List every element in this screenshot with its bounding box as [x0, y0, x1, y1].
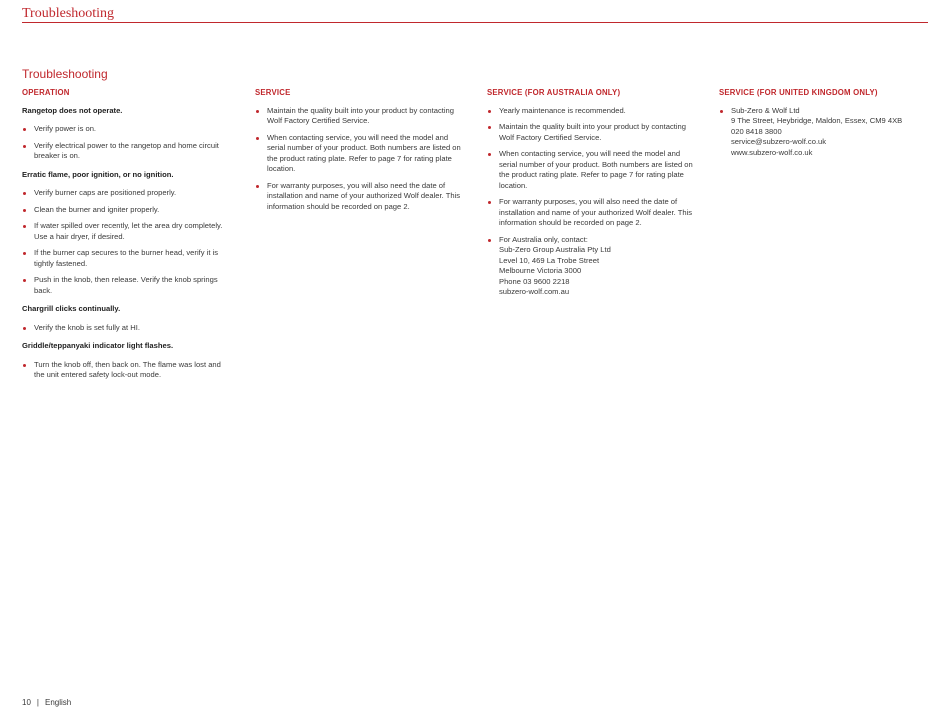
- service-uk-column: [719, 88, 929, 164]
- list-item: If the burner cap secures to the burner head, verify it is tightly fastened.: [22, 248, 232, 269]
- list-item: Yearly maintenance is recommended.: [487, 106, 697, 117]
- contact-city-line: Melbourne Victoria 3000: [499, 266, 582, 275]
- list-item: For warranty purposes, you will also need the date of installation and name of your authorized Wolf dealer. This information should be recorded on page 2.: [255, 181, 465, 213]
- list-item: For warranty purposes, you will also need the date of installation and name of your authorized Wolf dealer. This information should be recorded on page 2.: [487, 197, 697, 229]
- contact-intro: For Australia only, contact:: [499, 234, 588, 244]
- list-item: Verify electrical power to the rangetop and home circuit breaker is on.: [22, 141, 232, 162]
- list-item: Verify the knob is set fully at HI.: [22, 323, 232, 334]
- page-number: 10: [22, 698, 31, 707]
- contact-phone: 020 8418 3800: [731, 126, 782, 136]
- uk-contact-item: [719, 106, 929, 159]
- list-item: Push in the knob, then release. Verify the knob springs back.: [22, 275, 232, 296]
- operation-heading: OPERATION: [22, 88, 70, 97]
- service-uk-list: [719, 106, 929, 159]
- contact-website: www.subzero-wolf.co.uk: [731, 147, 813, 157]
- issue-group: [22, 106, 232, 162]
- issue-list: [22, 188, 232, 296]
- issue-list: [22, 323, 232, 334]
- list-item: Clean the burner and igniter properly.: [22, 205, 232, 216]
- list-item: Verify power is on.: [22, 124, 232, 135]
- footer-language: English: [44, 698, 72, 707]
- section-title: Troubleshooting: [22, 67, 108, 81]
- issue-title: Chargrill clicks continually.: [22, 304, 121, 313]
- contact-company: Sub-Zero & Wolf Ltd: [731, 105, 800, 115]
- contact-email: service@subzero-wolf.co.uk: [731, 137, 827, 146]
- list-item: Verify burner caps are positioned properly.: [22, 188, 232, 199]
- page-header-title: Troubleshooting: [22, 6, 115, 21]
- service-uk-heading: SERVICE (FOR UNITED KINGDOM ONLY): [719, 88, 878, 97]
- list-item: Maintain the quality built into your product by contacting Wolf Factory Certified Service.: [487, 122, 697, 143]
- issue-group: [22, 341, 232, 381]
- service-column: [255, 88, 465, 218]
- service-australia-heading: SERVICE (FOR AUSTRALIA ONLY): [487, 88, 621, 97]
- contact-phone: Phone 03 9600 2218: [499, 276, 570, 286]
- contact-address-line: Level 10, 469 La Trobe Street: [499, 255, 600, 265]
- service-list: [255, 106, 465, 213]
- contact-company: Sub-Zero Group Australia Pty Ltd: [499, 245, 611, 254]
- list-item: When contacting service, you will need the model and serial number of your product. Both numbers are listed on the product rating plate. Refer to page 7 for rating plate location.: [255, 133, 465, 175]
- page-footer: [22, 698, 71, 707]
- service-heading: SERVICE: [255, 88, 291, 97]
- contact-address-line: 9 The Street, Heybridge, Maldon, Essex, CM9 4XB: [731, 116, 903, 125]
- header-divider: [22, 22, 928, 23]
- issue-title: Erratic flame, poor ignition, or no ignition.: [22, 169, 174, 179]
- service-australia-list: [487, 106, 697, 298]
- list-item: Maintain the quality built into your product by contacting Wolf Factory Certified Service.: [255, 106, 465, 127]
- issue-title: Griddle/teppanyaki indicator light flashes.: [22, 341, 174, 350]
- list-item: When contacting service, you will need the model and serial number of your product. Both numbers are listed on the product rating plate. Refer to page 7 for rating plate location.: [487, 149, 697, 191]
- issue-list: [22, 360, 232, 381]
- contact-website: subzero-wolf.com.au: [499, 287, 570, 296]
- issue-title: Rangetop does not operate.: [22, 105, 123, 115]
- issue-list: [22, 124, 232, 162]
- operation-column: [22, 88, 232, 389]
- australia-contact-item: [487, 235, 697, 298]
- issue-group: [22, 170, 232, 297]
- footer-separator: |: [36, 698, 39, 707]
- service-australia-column: [487, 88, 697, 304]
- issue-group: [22, 304, 232, 333]
- list-item: If water spilled over recently, let the area dry completely. Use a hair dryer, if desired.: [22, 221, 232, 242]
- list-item: Turn the knob off, then back on. The flame was lost and the unit entered safety lock-out mode.: [22, 360, 232, 381]
